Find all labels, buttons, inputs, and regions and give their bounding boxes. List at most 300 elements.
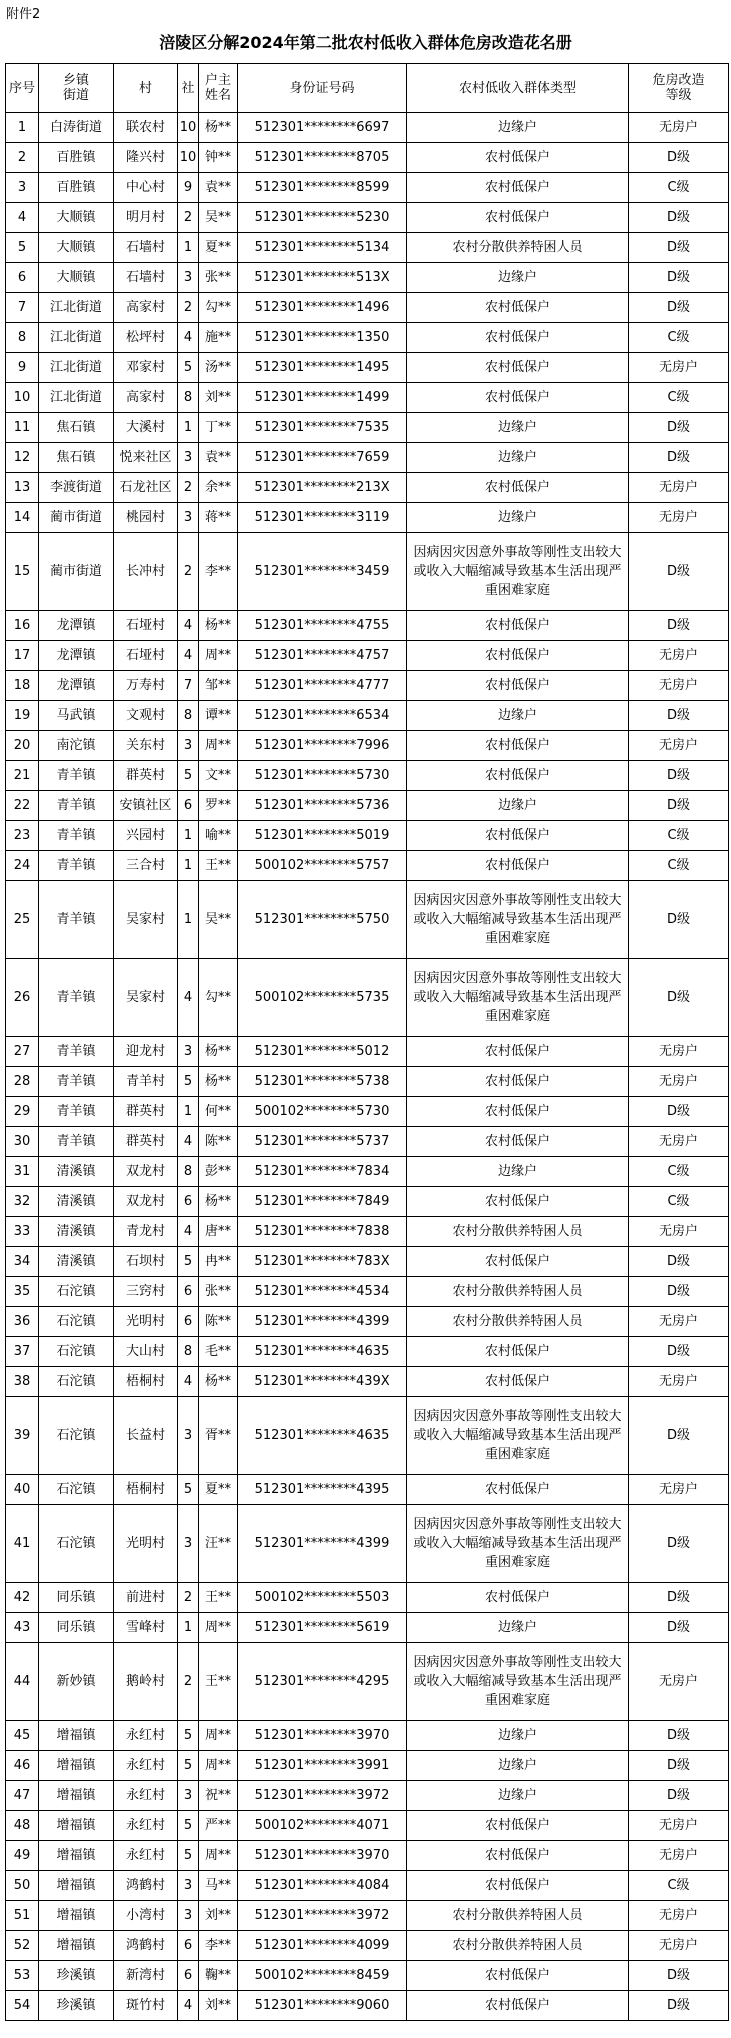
cell-township: 大顺镇: [39, 233, 114, 263]
cell-township: 清溪镇: [39, 1157, 114, 1187]
cell-householder: 张**: [199, 263, 238, 293]
cell-renovation-level: C级: [629, 383, 729, 413]
cell-group: 1: [178, 1097, 199, 1127]
table-row: [6, 263, 729, 293]
cell-village: 雪峰村: [114, 1613, 178, 1643]
cell-renovation-level: D级: [629, 533, 729, 611]
cell-index: 48: [6, 1811, 39, 1841]
cell-group: 4: [178, 1127, 199, 1157]
cell-householder: 周**: [199, 1841, 238, 1871]
cell-index: 36: [6, 1307, 39, 1337]
table-row: [6, 1781, 729, 1811]
table-row: [6, 701, 729, 731]
table-row: [6, 1247, 729, 1277]
cell-id-number: 512301********1350: [238, 323, 407, 353]
table-row: [6, 233, 729, 263]
table-row: [6, 1217, 729, 1247]
cell-index: 12: [6, 443, 39, 473]
table-row: [6, 473, 729, 503]
cell-id-number: 512301********5737: [238, 1127, 407, 1157]
cell-renovation-level: D级: [629, 1247, 729, 1277]
cell-village: 联农村: [114, 113, 178, 143]
cell-householder: 杨**: [199, 1037, 238, 1067]
cell-id-number: 512301********3459: [238, 533, 407, 611]
table-row: [6, 293, 729, 323]
cell-group-type: 农村低保户: [407, 173, 629, 203]
cell-householder: 鞠**: [199, 1961, 238, 1991]
cell-group: 2: [178, 293, 199, 323]
cell-householder: 喻**: [199, 821, 238, 851]
cell-village: 永红村: [114, 1781, 178, 1811]
cell-renovation-level: C级: [629, 1187, 729, 1217]
cell-group: 5: [178, 1475, 199, 1505]
cell-village: 小湾村: [114, 1901, 178, 1931]
cell-township: 大顺镇: [39, 203, 114, 233]
cell-renovation-level: 无房户: [629, 731, 729, 761]
cell-group: 1: [178, 851, 199, 881]
cell-township: 增福镇: [39, 1751, 114, 1781]
cell-group-type: 边缘户: [407, 1721, 629, 1751]
cell-group-type: 边缘户: [407, 443, 629, 473]
cell-village: 鸿鹤村: [114, 1871, 178, 1901]
cell-village: 大溪村: [114, 413, 178, 443]
cell-index: 3: [6, 173, 39, 203]
cell-group: 9: [178, 173, 199, 203]
cell-id-number: 512301********3972: [238, 1901, 407, 1931]
cell-township: 清溪镇: [39, 1187, 114, 1217]
cell-village: 长冲村: [114, 533, 178, 611]
cell-township: 青羊镇: [39, 821, 114, 851]
cell-id-number: 512301********4084: [238, 1871, 407, 1901]
cell-index: 53: [6, 1961, 39, 1991]
cell-renovation-level: 无房户: [629, 671, 729, 701]
cell-group-type: 边缘户: [407, 1613, 629, 1643]
cell-id-number: 512301********4635: [238, 1337, 407, 1367]
cell-id-number: 512301********3970: [238, 1721, 407, 1751]
cell-group: 8: [178, 1157, 199, 1187]
cell-renovation-level: D级: [629, 1751, 729, 1781]
cell-village: 中心村: [114, 173, 178, 203]
cell-township: 蔺市街道: [39, 533, 114, 611]
cell-index: 22: [6, 791, 39, 821]
col-header-village: 村: [114, 64, 178, 113]
cell-index: 40: [6, 1475, 39, 1505]
cell-id-number: 512301********4395: [238, 1475, 407, 1505]
cell-renovation-level: 无房户: [629, 1217, 729, 1247]
table-row: [6, 791, 729, 821]
cell-renovation-level: D级: [629, 1397, 729, 1475]
table-row: [6, 383, 729, 413]
cell-renovation-level: D级: [629, 413, 729, 443]
cell-group-type: 因病因灾因意外事故等刚性支出较大或收入大幅缩减导致基本生活出现严重困难家庭: [407, 1643, 629, 1721]
cell-householder: 钟**: [199, 143, 238, 173]
cell-village: 三窍村: [114, 1277, 178, 1307]
cell-group-type: 农村分散供养特困人员: [407, 1307, 629, 1337]
cell-id-number: 512301********8599: [238, 173, 407, 203]
cell-village: 关东村: [114, 731, 178, 761]
cell-group-type: 农村分散供养特困人员: [407, 1931, 629, 1961]
cell-id-number: 512301********5738: [238, 1067, 407, 1097]
cell-group-type: 农村低保户: [407, 641, 629, 671]
cell-village: 三合村: [114, 851, 178, 881]
cell-group-type: 边缘户: [407, 1781, 629, 1811]
table-row: [6, 1721, 729, 1751]
cell-index: 15: [6, 533, 39, 611]
cell-householder: 杨**: [199, 113, 238, 143]
cell-renovation-level: D级: [629, 1337, 729, 1367]
table-row: [6, 323, 729, 353]
cell-village: 邓家村: [114, 353, 178, 383]
cell-renovation-level: 无房户: [629, 1067, 729, 1097]
cell-index: 46: [6, 1751, 39, 1781]
cell-index: 38: [6, 1367, 39, 1397]
table-row: [6, 203, 729, 233]
cell-township: 江北街道: [39, 293, 114, 323]
cell-group-type: 农村低保户: [407, 383, 629, 413]
table-row: [6, 1991, 729, 2021]
cell-renovation-level: C级: [629, 323, 729, 353]
cell-index: 21: [6, 761, 39, 791]
cell-township: 蔺市街道: [39, 503, 114, 533]
cell-householder: 丁**: [199, 413, 238, 443]
cell-id-number: 512301********5736: [238, 791, 407, 821]
cell-group: 8: [178, 1337, 199, 1367]
cell-group: 5: [178, 1247, 199, 1277]
cell-group-type: 农村低保户: [407, 1037, 629, 1067]
cell-township: 石沱镇: [39, 1277, 114, 1307]
cell-householder: 周**: [199, 1751, 238, 1781]
cell-township: 清溪镇: [39, 1217, 114, 1247]
cell-index: 28: [6, 1067, 39, 1097]
cell-township: 百胜镇: [39, 173, 114, 203]
cell-renovation-level: 无房户: [629, 1475, 729, 1505]
cell-renovation-level: 无房户: [629, 1931, 729, 1961]
cell-index: 20: [6, 731, 39, 761]
cell-index: 30: [6, 1127, 39, 1157]
cell-group-type: 农村低保户: [407, 1127, 629, 1157]
cell-index: 45: [6, 1721, 39, 1751]
cell-township: 同乐镇: [39, 1613, 114, 1643]
cell-group: 5: [178, 1751, 199, 1781]
cell-village: 青龙村: [114, 1217, 178, 1247]
cell-group-type: 农村低保户: [407, 1067, 629, 1097]
cell-householder: 陈**: [199, 1307, 238, 1337]
cell-renovation-level: 无房户: [629, 641, 729, 671]
cell-id-number: 512301********7535: [238, 413, 407, 443]
cell-householder: 王**: [199, 1643, 238, 1721]
cell-renovation-level: D级: [629, 881, 729, 959]
cell-renovation-level: 无房户: [629, 1367, 729, 1397]
table-row: [6, 881, 729, 959]
cell-renovation-level: 无房户: [629, 503, 729, 533]
cell-renovation-level: 无房户: [629, 1901, 729, 1931]
cell-renovation-level: D级: [629, 611, 729, 641]
cell-index: 49: [6, 1841, 39, 1871]
table-row: [6, 503, 729, 533]
cell-township: 清溪镇: [39, 1247, 114, 1277]
cell-township: 石沱镇: [39, 1475, 114, 1505]
cell-id-number: 512301********3119: [238, 503, 407, 533]
cell-renovation-level: D级: [629, 1583, 729, 1613]
cell-village: 青羊村: [114, 1067, 178, 1097]
cell-village: 高家村: [114, 383, 178, 413]
cell-index: 33: [6, 1217, 39, 1247]
table-row: [6, 821, 729, 851]
cell-index: 19: [6, 701, 39, 731]
cell-village: 鸿鹤村: [114, 1931, 178, 1961]
cell-group-type: 农村低保户: [407, 293, 629, 323]
cell-township: 同乐镇: [39, 1583, 114, 1613]
table-row: [6, 641, 729, 671]
cell-village: 迎龙村: [114, 1037, 178, 1067]
cell-index: 52: [6, 1931, 39, 1961]
table-row: [6, 1901, 729, 1931]
cell-index: 14: [6, 503, 39, 533]
cell-index: 5: [6, 233, 39, 263]
cell-householder: 勾**: [199, 959, 238, 1037]
cell-index: 17: [6, 641, 39, 671]
cell-village: 吴家村: [114, 881, 178, 959]
cell-township: 青羊镇: [39, 851, 114, 881]
cell-group-type: 边缘户: [407, 1157, 629, 1187]
cell-id-number: 512301********4534: [238, 1277, 407, 1307]
cell-index: 34: [6, 1247, 39, 1277]
cell-group-type: 因病因灾因意外事故等刚性支出较大或收入大幅缩减导致基本生活出现严重困难家庭: [407, 959, 629, 1037]
cell-householder: 文**: [199, 761, 238, 791]
table-row: [6, 1811, 729, 1841]
cell-village: 鹅岭村: [114, 1643, 178, 1721]
cell-householder: 周**: [199, 1613, 238, 1643]
table-row: [6, 1157, 729, 1187]
col-header-group: 社: [178, 64, 199, 113]
cell-householder: 邹**: [199, 671, 238, 701]
cell-renovation-level: C级: [629, 1871, 729, 1901]
cell-index: 54: [6, 1991, 39, 2021]
cell-id-number: 512301********5730: [238, 761, 407, 791]
cell-township: 珍溪镇: [39, 1991, 114, 2021]
cell-group-type: 因病因灾因意外事故等刚性支出较大或收入大幅缩减导致基本生活出现严重困难家庭: [407, 1397, 629, 1475]
cell-index: 16: [6, 611, 39, 641]
cell-index: 47: [6, 1781, 39, 1811]
cell-group-type: 农村低保户: [407, 761, 629, 791]
cell-index: 26: [6, 959, 39, 1037]
cell-group-type: 农村低保户: [407, 1337, 629, 1367]
cell-householder: 王**: [199, 851, 238, 881]
cell-group-type: 边缘户: [407, 113, 629, 143]
cell-group: 5: [178, 1811, 199, 1841]
cell-renovation-level: 无房户: [629, 1643, 729, 1721]
cell-id-number: 512301********213X: [238, 473, 407, 503]
cell-township: 江北街道: [39, 323, 114, 353]
cell-group: 10: [178, 143, 199, 173]
cell-village: 石墙村: [114, 263, 178, 293]
cell-householder: 马**: [199, 1871, 238, 1901]
cell-group-type: 农村低保户: [407, 671, 629, 701]
cell-group: 3: [178, 503, 199, 533]
cell-id-number: 512301********5019: [238, 821, 407, 851]
cell-group-type: 农村低保户: [407, 821, 629, 851]
table-row: [6, 1127, 729, 1157]
col-header-group-type: 农村低收入群体类型: [407, 64, 629, 113]
cell-village: 双龙村: [114, 1157, 178, 1187]
cell-group: 1: [178, 881, 199, 959]
cell-village: 双龙村: [114, 1187, 178, 1217]
cell-index: 41: [6, 1505, 39, 1583]
cell-index: 13: [6, 473, 39, 503]
cell-id-number: 500102********8459: [238, 1961, 407, 1991]
cell-id-number: 512301********4757: [238, 641, 407, 671]
cell-township: 龙潭镇: [39, 641, 114, 671]
cell-group: 2: [178, 473, 199, 503]
cell-id-number: 512301********7996: [238, 731, 407, 761]
cell-group: 3: [178, 731, 199, 761]
cell-renovation-level: D级: [629, 293, 729, 323]
cell-renovation-level: D级: [629, 1097, 729, 1127]
cell-index: 6: [6, 263, 39, 293]
cell-householder: 刘**: [199, 1991, 238, 2021]
cell-group: 5: [178, 1841, 199, 1871]
cell-township: 增福镇: [39, 1781, 114, 1811]
cell-group: 6: [178, 1961, 199, 1991]
cell-householder: 勾**: [199, 293, 238, 323]
cell-township: 石沱镇: [39, 1505, 114, 1583]
cell-group-type: 农村低保户: [407, 1097, 629, 1127]
cell-householder: 刘**: [199, 1901, 238, 1931]
cell-group: 2: [178, 533, 199, 611]
cell-householder: 陈**: [199, 1127, 238, 1157]
cell-group: 10: [178, 113, 199, 143]
cell-group-type: 农村低保户: [407, 851, 629, 881]
cell-renovation-level: D级: [629, 1721, 729, 1751]
cell-id-number: 512301********3970: [238, 1841, 407, 1871]
cell-householder: 胥**: [199, 1397, 238, 1475]
cell-id-number: 512301********7838: [238, 1217, 407, 1247]
cell-group: 3: [178, 1397, 199, 1475]
cell-index: 27: [6, 1037, 39, 1067]
cell-group: 2: [178, 203, 199, 233]
table-row: [6, 1337, 729, 1367]
cell-village: 群英村: [114, 1097, 178, 1127]
cell-id-number: 512301********6697: [238, 113, 407, 143]
cell-group: 4: [178, 1367, 199, 1397]
table-row: [6, 143, 729, 173]
cell-township: 焦石镇: [39, 413, 114, 443]
cell-group-type: 农村分散供养特困人员: [407, 1901, 629, 1931]
table-row: [6, 443, 729, 473]
cell-index: 7: [6, 293, 39, 323]
cell-renovation-level: 无房户: [629, 473, 729, 503]
cell-village: 石垭村: [114, 641, 178, 671]
cell-group: 4: [178, 323, 199, 353]
cell-group: 6: [178, 1187, 199, 1217]
roster-table: [5, 63, 729, 2021]
cell-renovation-level: 无房户: [629, 113, 729, 143]
cell-index: 11: [6, 413, 39, 443]
cell-village: 桃园村: [114, 503, 178, 533]
cell-householder: 李**: [199, 1931, 238, 1961]
cell-group-type: 农村低保户: [407, 1991, 629, 2021]
cell-renovation-level: D级: [629, 1277, 729, 1307]
table-row: [6, 1583, 729, 1613]
cell-renovation-level: D级: [629, 443, 729, 473]
table-row: [6, 1187, 729, 1217]
cell-group: 3: [178, 1505, 199, 1583]
cell-renovation-level: D级: [629, 1781, 729, 1811]
cell-township: 青羊镇: [39, 1067, 114, 1097]
cell-group-type: 农村低保户: [407, 1187, 629, 1217]
cell-householder: 吴**: [199, 881, 238, 959]
cell-householder: 彭**: [199, 1157, 238, 1187]
cell-group: 1: [178, 821, 199, 851]
cell-township: 李渡街道: [39, 473, 114, 503]
cell-group-type: 因病因灾因意外事故等刚性支出较大或收入大幅缩减导致基本生活出现严重困难家庭: [407, 1505, 629, 1583]
cell-group: 2: [178, 1583, 199, 1613]
cell-group-type: 农村低保户: [407, 1811, 629, 1841]
cell-renovation-level: D级: [629, 233, 729, 263]
table-row: [6, 1961, 729, 1991]
cell-village: 明月村: [114, 203, 178, 233]
cell-group-type: 农村低保户: [407, 203, 629, 233]
cell-township: 青羊镇: [39, 881, 114, 959]
cell-index: 23: [6, 821, 39, 851]
cell-township: 青羊镇: [39, 791, 114, 821]
cell-group: 6: [178, 1931, 199, 1961]
cell-village: 永红村: [114, 1751, 178, 1781]
cell-id-number: 512301********1496: [238, 293, 407, 323]
cell-id-number: 512301********5230: [238, 203, 407, 233]
cell-index: 24: [6, 851, 39, 881]
cell-id-number: 500102********5503: [238, 1583, 407, 1613]
cell-householder: 冉**: [199, 1247, 238, 1277]
cell-village: 石龙社区: [114, 473, 178, 503]
table-row: [6, 1307, 729, 1337]
cell-householder: 王**: [199, 1583, 238, 1613]
cell-householder: 杨**: [199, 611, 238, 641]
cell-township: 增福镇: [39, 1931, 114, 1961]
col-header-township: 乡镇 街道: [39, 64, 114, 113]
cell-householder: 唐**: [199, 1217, 238, 1247]
cell-id-number: 512301********4755: [238, 611, 407, 641]
cell-householder: 何**: [199, 1097, 238, 1127]
cell-householder: 杨**: [199, 1187, 238, 1217]
cell-index: 39: [6, 1397, 39, 1475]
cell-village: 文观村: [114, 701, 178, 731]
cell-group-type: 农村低保户: [407, 731, 629, 761]
table-row: [6, 1871, 729, 1901]
cell-village: 石坝村: [114, 1247, 178, 1277]
col-header-householder: 户主 姓名: [199, 64, 238, 113]
cell-township: 江北街道: [39, 353, 114, 383]
table-row: [6, 851, 729, 881]
cell-id-number: 512301********5750: [238, 881, 407, 959]
cell-group: 6: [178, 791, 199, 821]
col-header-renovation-level: 危房改造 等级: [629, 64, 729, 113]
cell-township: 百胜镇: [39, 143, 114, 173]
cell-group-type: 农村低保户: [407, 353, 629, 383]
cell-village: 石垭村: [114, 611, 178, 641]
cell-group: 5: [178, 761, 199, 791]
cell-township: 龙潭镇: [39, 611, 114, 641]
cell-township: 增福镇: [39, 1901, 114, 1931]
cell-village: 光明村: [114, 1505, 178, 1583]
cell-village: 前进村: [114, 1583, 178, 1613]
table-row: [6, 1841, 729, 1871]
cell-householder: 杨**: [199, 1067, 238, 1097]
table-row: [6, 1643, 729, 1721]
cell-id-number: 512301********3991: [238, 1751, 407, 1781]
cell-group-type: 农村低保户: [407, 1367, 629, 1397]
cell-township: 石沱镇: [39, 1337, 114, 1367]
